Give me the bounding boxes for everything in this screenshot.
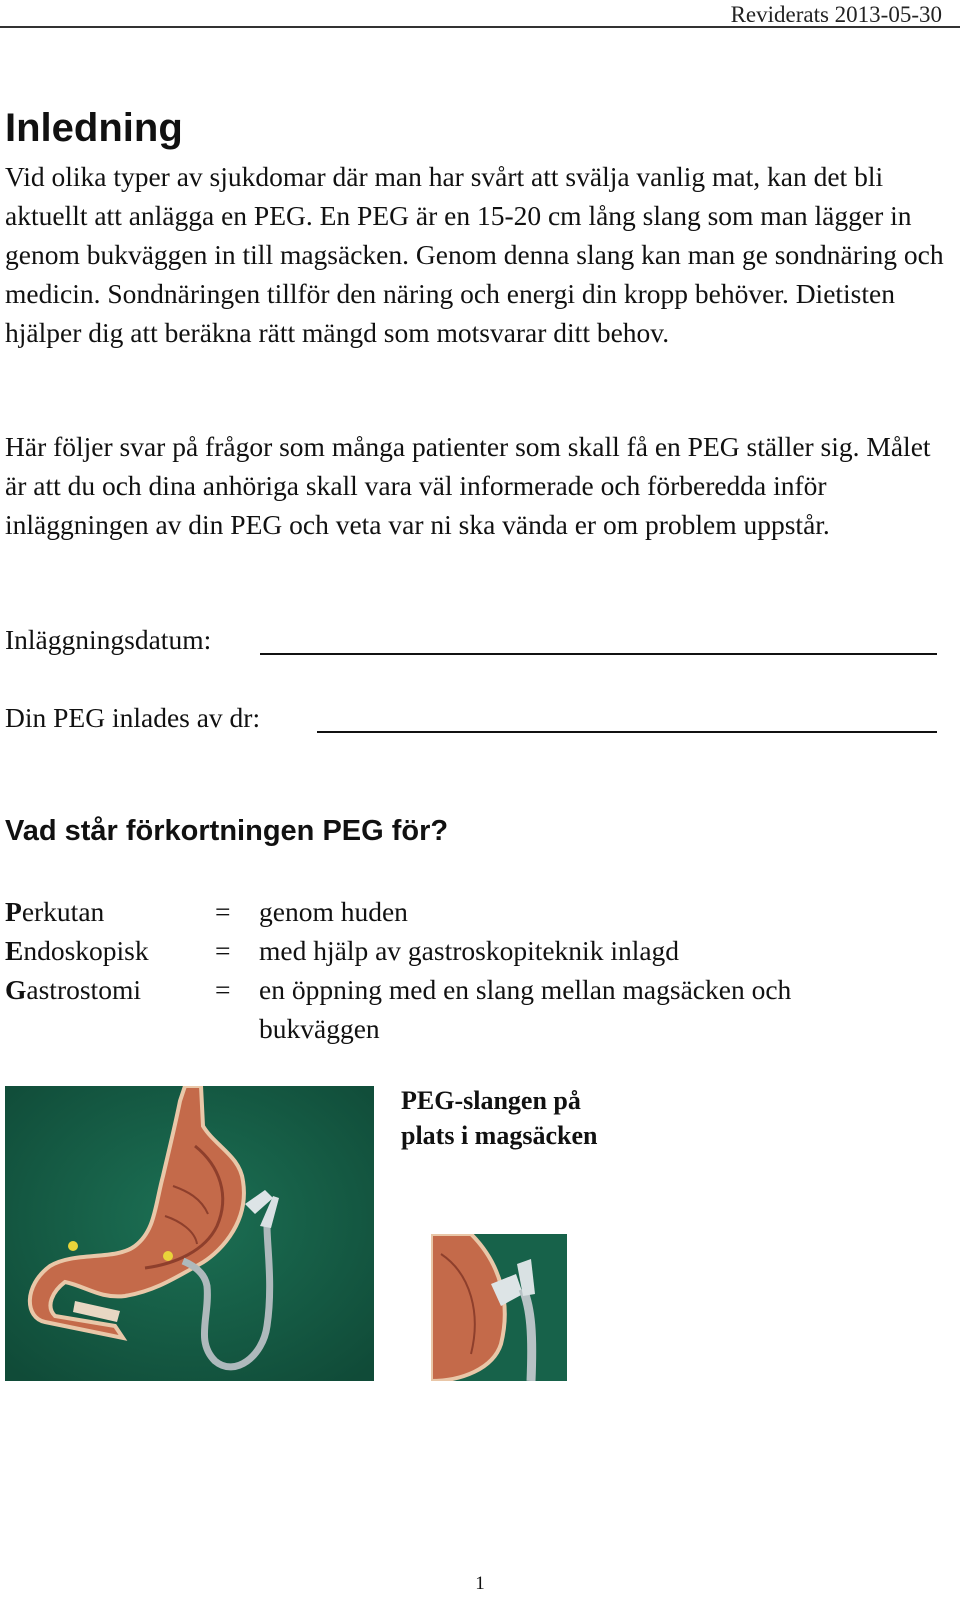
equals-sign: = bbox=[215, 935, 231, 966]
equals-sign: = bbox=[215, 974, 231, 1005]
doctor-line[interactable] bbox=[317, 731, 937, 733]
equals-sign: = bbox=[215, 896, 231, 927]
abbreviation-term bbox=[5, 892, 104, 931]
doctor-label: Din PEG inlades av dr: bbox=[5, 702, 261, 733]
intro-paragraph-1: Vid olika typer av sjukdomar där man har svårt att svälja vanlig mat, kan det bli aktuellt att anlägga en PEG. En PEG är en 15-20 cm lång slang som man lägger in genom bukväggen in till magsäcken. Genom denna slang kan man ge sondnäring och medicin. Sondnäringen tillför den näring och energi din kropp behöver. Dietisten hjälper dig att beräkna rätt mängd som motsvarar ditt behov. bbox=[5, 161, 944, 348]
term-definition: med hjälp av gastroskopiteknik inlagd bbox=[259, 935, 680, 966]
page-number: 1 bbox=[475, 1573, 485, 1594]
abbreviation-term bbox=[5, 931, 149, 970]
term-definition: en öppning med en slang mellan magsäcken och bukväggen bbox=[259, 974, 792, 1044]
abbreviation-title: Vad står förkortningen PEG för? bbox=[5, 815, 449, 847]
revision-date: Reviderats 2013-05-30 bbox=[730, 2, 942, 27]
caption-line-1: PEG-slangen på bbox=[401, 1086, 581, 1115]
term-initial: G bbox=[5, 974, 27, 1005]
admission-date-label: Inläggningsdatum: bbox=[5, 624, 212, 655]
term-rest: erkutan bbox=[21, 896, 105, 927]
intro-title: Inledning bbox=[5, 106, 183, 150]
term-initial: P bbox=[5, 896, 22, 927]
header-rule bbox=[0, 26, 960, 28]
admission-date-line[interactable] bbox=[260, 653, 937, 655]
stomach-model-photo bbox=[5, 1086, 374, 1381]
intro-paragraph-2: Här följer svar på frågor som många patienter som skall få en PEG ställer sig. Målet är att du och dina anhöriga skall vara väl informerade och förberedda inför inläggningen av din PEG och veta var ni ska vända er om problem uppstår. bbox=[5, 431, 931, 540]
abbreviation-term bbox=[5, 970, 141, 1009]
term-definition: genom huden bbox=[259, 896, 408, 927]
caption-line-2: plats i magsäcken bbox=[401, 1121, 598, 1150]
peg-detail-photo bbox=[431, 1234, 567, 1381]
term-initial: E bbox=[5, 935, 24, 966]
term-rest: ndoskopisk bbox=[23, 935, 149, 966]
term-rest: astrostomi bbox=[26, 974, 141, 1005]
